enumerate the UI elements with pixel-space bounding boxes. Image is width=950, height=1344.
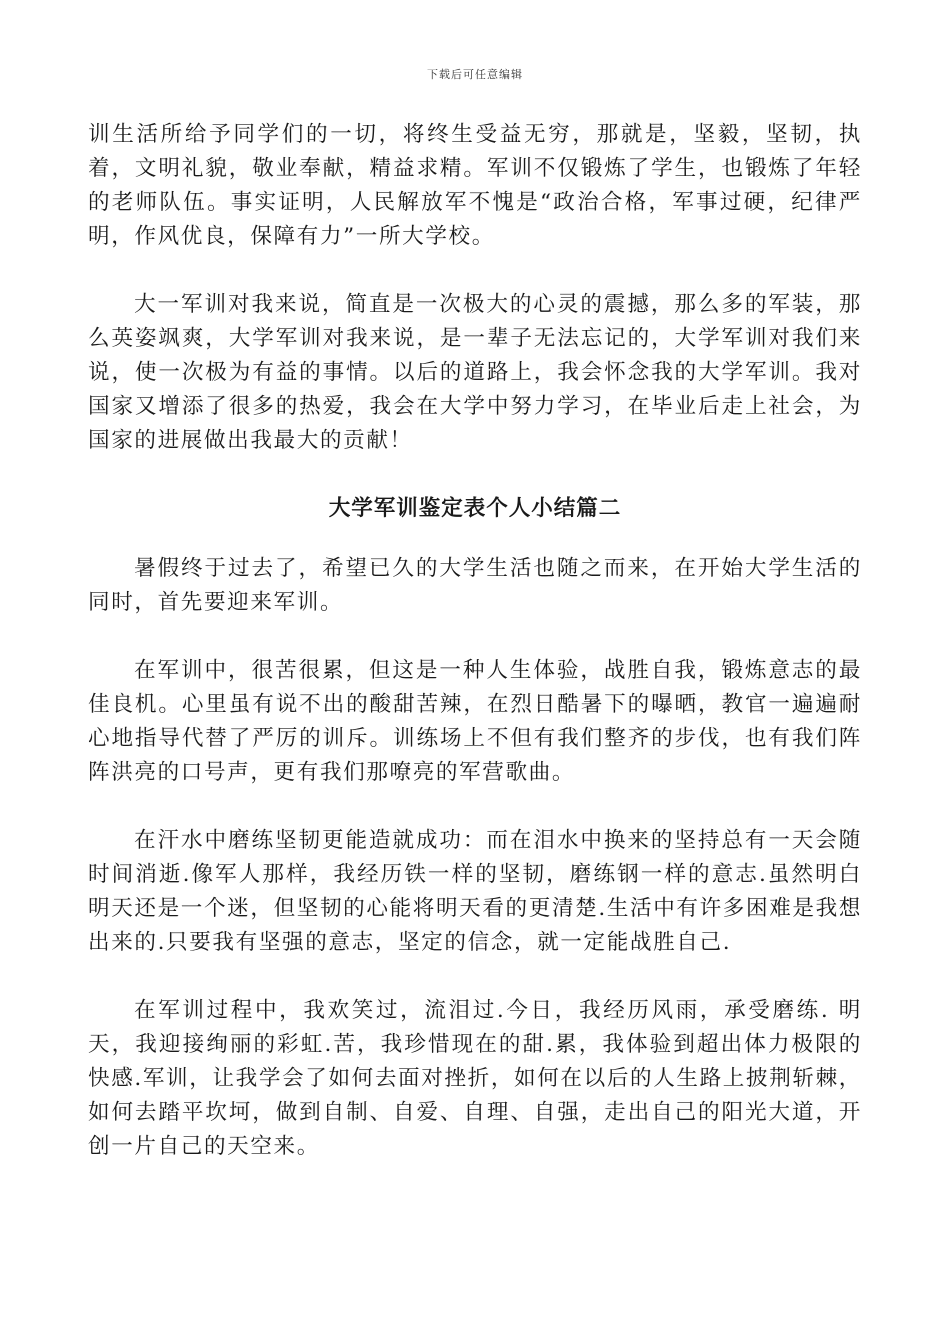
- document-body: [88, 118, 862, 1164]
- paragraph-sweat-and-tears: 在汗水中磨练坚韧更能造就成功：而在泪水中换来的坚持总有一天会随时间消逝.像军人那样，我经历铁一样的坚韧，磨练钢一样的意志.虽然明白明天还是一个迷，但坚韧的心能将明天看的更清楚.生活中有许多困难是我想出来的.只要我有坚强的意志，坚定的信念，就一定能战胜自己.: [88, 828, 862, 955]
- paragraph-first-year-training: 大一军训对我来说，简直是一次极大的心灵的震撼，那么多的军装，那么英姿飒爽，大学军训对我来说，是一辈子无法忘记的，大学军训对我们来说，使一次极为有益的事情。以后的道路上，我会怀念我的大学军训。我对国家又增添了很多的热爱，我会在大学中努力学习，在毕业后走上社会，为国家的进展做出我最大的贡献！: [88, 292, 862, 453]
- paragraph-spacer: [88, 790, 862, 824]
- paragraph-spacer: [88, 960, 862, 994]
- paragraph-training-process: 在军训过程中，我欢笑过，流泪过.今日，我经历风雨，承受磨练. 明天，我迎接绚丽的彩虹.苦，我珍惜现在的甜.累，我体验到超出体力极限的快感.军训，让我学会了如何去面对挫折，如何在以后的人生路上披荆斩棘，如何去踏平坎坷，做到自制、自爱、自理、自强，走出自己的阳光大道，开创一片自己的天空来。: [88, 998, 862, 1159]
- paragraph-spacer: [88, 254, 862, 288]
- paragraph-spacer: [88, 526, 862, 552]
- section-title: 大学军训鉴定表个人小结篇二: [328, 496, 622, 521]
- paragraph-spacer: [88, 620, 862, 654]
- paragraph-hard-training: 在军训中，很苦很累，但这是一种人生体验，战胜自我，锻炼意志的最佳良机。心里虽有说不出的酸甜苦辣，在烈日酷暑下的曝晒，教官一遍遍耐心地指导代替了严厉的训斥。训练场上不但有我们整齐的步伐，也有我们阵阵洪亮的口号声，更有我们那嘹亮的军营歌曲。: [88, 658, 862, 785]
- paragraph-spacer: [88, 458, 862, 492]
- page-header-note: 下载后可任意编辑: [427, 68, 523, 81]
- paragraph-continuation: 训生活所给予同学们的一切，将终生受益无穷，那就是，坚毅，坚韧，执着，文明礼貌，敬业奉献，精益求精。军训不仅锻炼了学生，也锻炼了年轻的老师队伍。事实证明，人民解放军不愧是“政治合格，军事过硬，纪律严明，作风优良，保障有力”一所大学校。: [88, 122, 862, 249]
- paragraph-summer-end: 暑假终于过去了，希望已久的大学生活也随之而来，在开始大学生活的同时，首先要迎来军训。: [88, 556, 862, 615]
